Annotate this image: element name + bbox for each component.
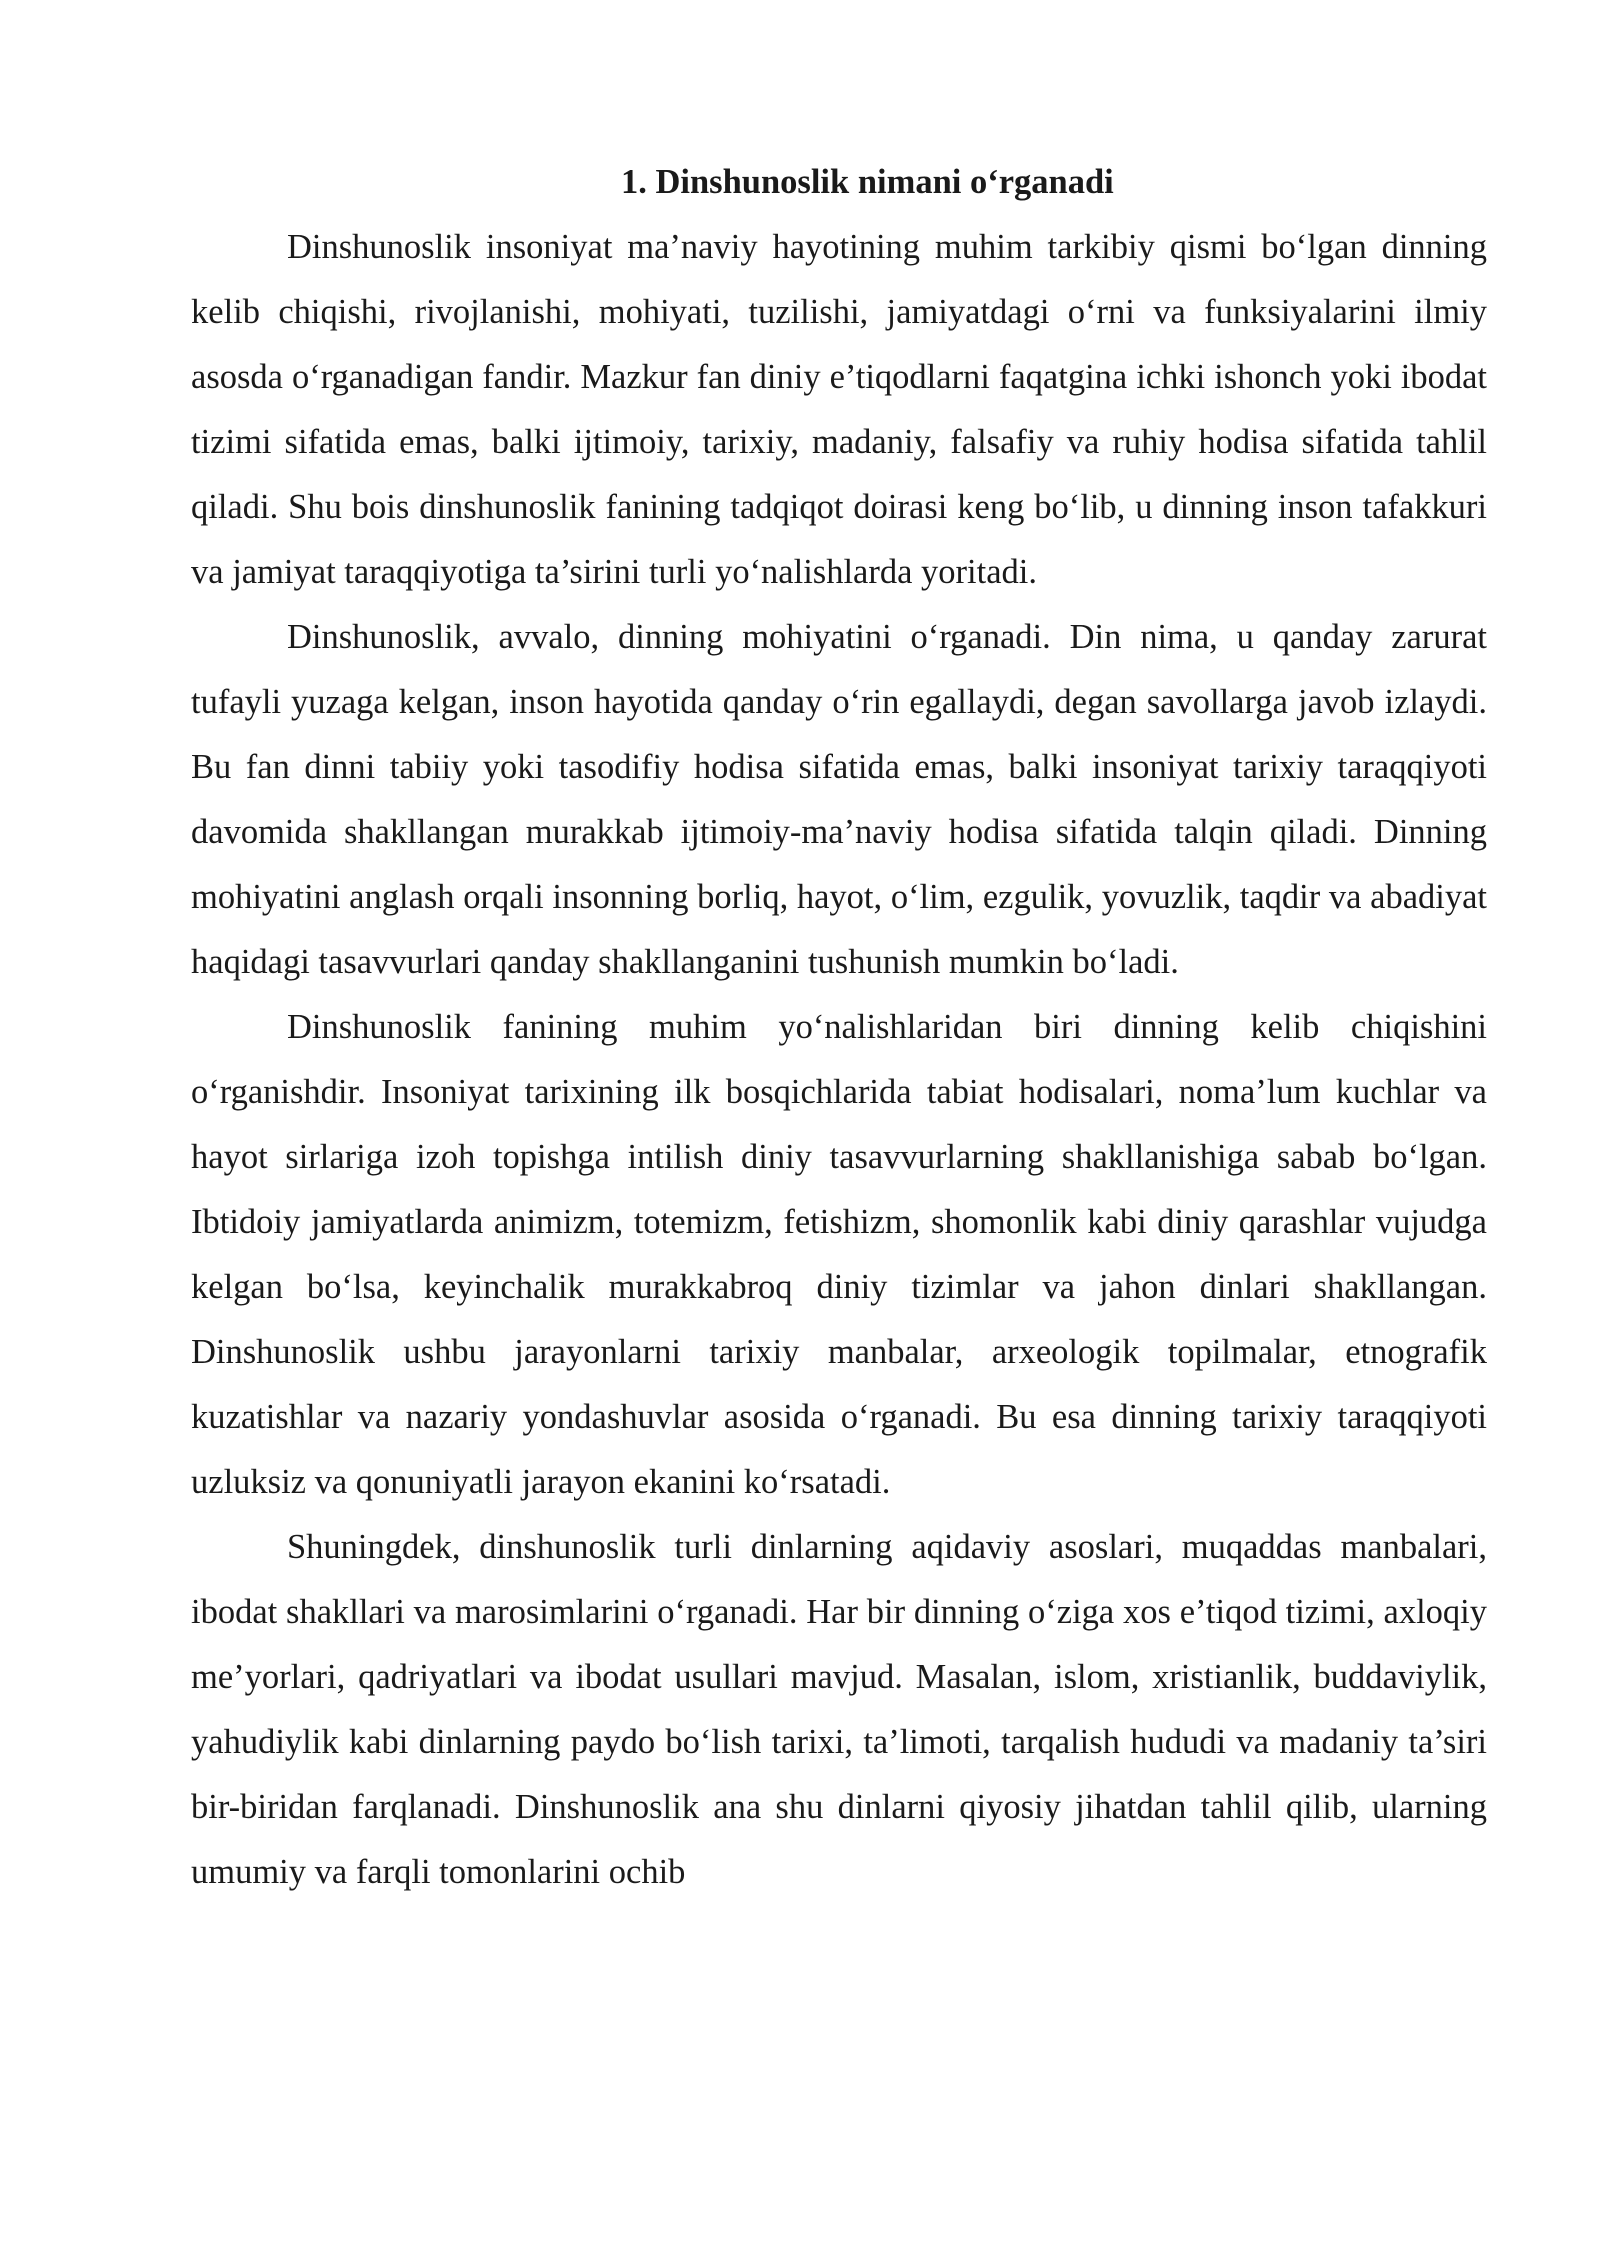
document-body bbox=[191, 150, 1487, 1905]
paragraph-2: Dinshunoslik, avvalo, dinning mohiyatini o‘rganadi. Din nima, u qanday zarurat tufayli yuzaga kelgan, inson hayotida qanday o‘rin egallaydi, degan savollarga javob izlaydi. Bu fan dinni tabiiy yoki tasodifiy hodisa sifatida emas, balki insoniyat tarixiy taraqqiyoti davomida shakllangan murakkab ijtimoiy-ma’naviy hodisa sifatida talqin qiladi. Dinning mohiyatini anglash orqali insonning borliq, hayot, o‘lim, ezgulik, yovuzlik, taqdir va abadiyat haqidagi tasavvurlari qanday shakllanganini tushunish mumkin bo‘ladi. bbox=[191, 618, 1487, 981]
section-title: 1. Dinshunoslik nimani o‘rganadi bbox=[621, 163, 1114, 201]
paragraph-4: Shuningdek, dinshunoslik turli dinlarning aqidaviy asoslari, muqaddas manbalari, ibodat shakllari va marosimlarini o‘rganadi. Har bir dinning o‘ziga xos e’tiqod tizimi, axloqiy me’yorlari, qadriyatlari va ibodat usullari mavjud. Masalan, islom, xristianlik, buddaviylik, yahudiylik kabi dinlarning paydo bo‘lish tarixi, ta’limoti, tarqalish hududi va madaniy ta’siri bir-biridan farqlanadi. Dinshunoslik ana shu dinlarni qiyosiy jihatdan tahlil qilib, ularning umumiy va farqli tomonlarini ochib bbox=[191, 1528, 1487, 1891]
paragraph-3: Dinshunoslik fanining muhim yo‘nalishlaridan biri dinning kelib chiqishini o‘rganishdir. Insoniyat tarixining ilk bosqichlarida tabiat hodisalari, noma’lum kuchlar va hayot sirlariga izoh topishga intilish diniy tasavvurlarning shakllanishiga sabab bo‘lgan. Ibtidoiy jamiyatlarda animizm, totemizm, fetishizm, shomonlik kabi diniy qarashlar vujudga kelgan bo‘lsa, keyinchalik murakkabroq diniy tizimlar va jahon dinlari shakllangan. Dinshunoslik ushbu jarayonlarni tarixiy manbalar, arxeologik topilmalar, etnografik kuzatishlar va nazariy yondashuvlar asosida o‘rganadi. Bu esa dinning tarixiy taraqqiyoti uzluksiz va qonuniyatli jarayon ekanini ko‘rsatadi. bbox=[191, 1008, 1487, 1501]
paragraph-1: Dinshunoslik insoniyat ma’naviy hayotining muhim tarkibiy qismi bo‘lgan dinning kelib chiqishi, rivojlanishi, mohiyati, tuzilishi, jamiyatdagi o‘rni va funksiyalarini ilmiy asosda o‘rganadigan fandir. Mazkur fan diniy e’tiqodlarni faqatgina ichki ishonch yoki ibodat tizimi sifatida emas, balki ijtimoiy, tarixiy, madaniy, falsafiy va ruhiy hodisa sifatida tahlil qiladi. Shu bois dinshunoslik fanining tadqiqot doirasi keng bo‘lib, u dinning inson tafakkuri va jamiyat taraqqiyotiga ta’sirini turli yo‘nalishlarda yoritadi. bbox=[191, 228, 1487, 591]
